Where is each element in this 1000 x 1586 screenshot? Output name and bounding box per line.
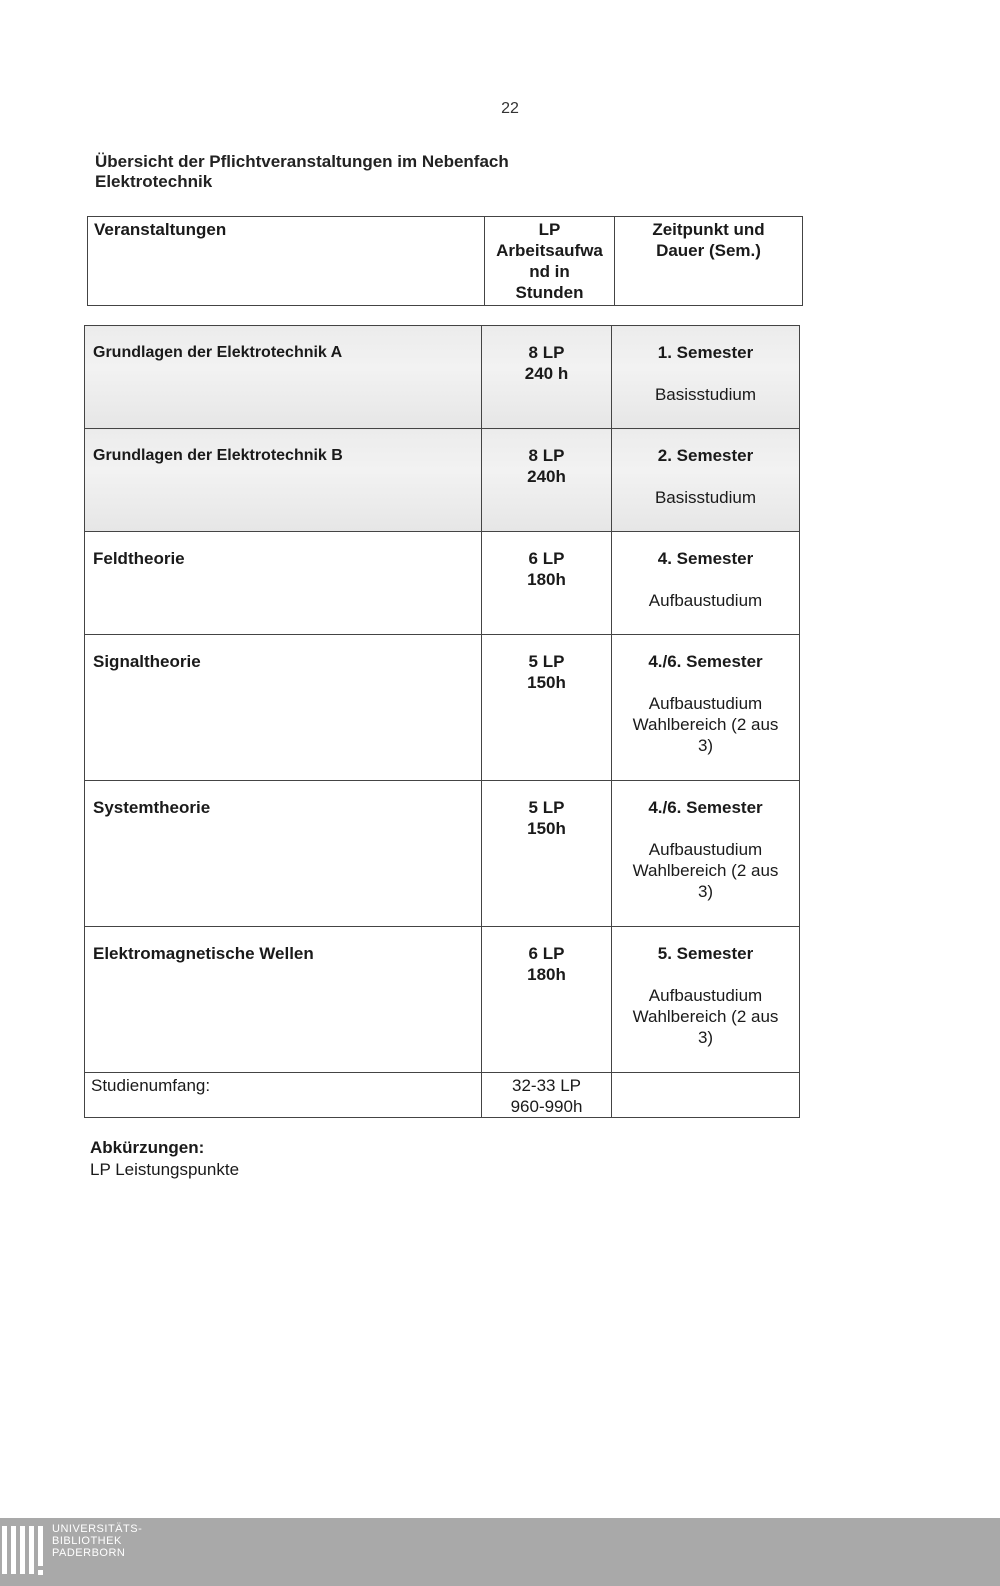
library-name bbox=[52, 1523, 142, 1559]
header-timing-line-2: Dauer (Sem.) bbox=[656, 241, 761, 260]
abbreviation-entry: LP Leistungspunkte bbox=[90, 1160, 240, 1179]
course-hours: 240h bbox=[527, 467, 566, 486]
course-name: Feldtheorie bbox=[85, 532, 482, 635]
course-semester bbox=[612, 781, 800, 927]
study-phase: Aufbaustudium bbox=[648, 591, 763, 610]
library-name-line-2: BIBLIOTHEK bbox=[52, 1535, 122, 1547]
course-name: Grundlagen der Elektrotechnik A bbox=[85, 326, 482, 429]
header-lp-line-2: Arbeitsaufwa bbox=[496, 241, 603, 260]
course-lp bbox=[482, 429, 612, 532]
total-lp bbox=[482, 1073, 612, 1118]
course-name: Signaltheorie bbox=[85, 635, 482, 781]
header-courses: Veranstaltungen bbox=[88, 217, 485, 306]
course-credits: 6 LP bbox=[528, 549, 565, 568]
header-lp-line-1: LP bbox=[538, 220, 561, 239]
library-logo-icon bbox=[0, 1526, 48, 1578]
abbreviations-title: Abkürzungen: bbox=[90, 1138, 205, 1157]
semester-label: 4./6. Semester bbox=[648, 798, 763, 817]
course-lp bbox=[482, 326, 612, 429]
course-credits: 8 LP bbox=[528, 446, 565, 465]
course-hours: 150h bbox=[527, 819, 566, 838]
page-number: 22 bbox=[501, 100, 519, 117]
course-name: Elektromagnetische Wellen bbox=[85, 927, 482, 1073]
course-lp bbox=[482, 532, 612, 635]
library-footer bbox=[0, 1518, 1000, 1586]
course-name: Systemtheorie bbox=[85, 781, 482, 927]
course-hours: 180h bbox=[527, 965, 566, 984]
semester-label: 4./6. Semester bbox=[648, 652, 763, 671]
total-hours: 960-990h bbox=[510, 1097, 583, 1116]
document-title bbox=[95, 152, 695, 192]
total-row bbox=[85, 1073, 800, 1118]
course-lp bbox=[482, 781, 612, 927]
elective-note-end: 3) bbox=[697, 1028, 714, 1047]
course-credits: 5 LP bbox=[528, 652, 565, 671]
course-lp bbox=[482, 927, 612, 1073]
course-semester bbox=[612, 635, 800, 781]
study-phase: Aufbaustudium bbox=[648, 840, 763, 859]
header-timing-line-1: Zeitpunkt und bbox=[652, 220, 765, 239]
study-phase: Basisstudium bbox=[654, 488, 757, 507]
header-timing bbox=[615, 217, 803, 306]
elective-note: Wahlbereich (2 aus bbox=[632, 715, 779, 734]
table-row bbox=[85, 781, 800, 927]
course-hours: 240 h bbox=[524, 364, 569, 383]
elective-note: Wahlbereich (2 aus bbox=[632, 861, 779, 880]
table-row bbox=[85, 532, 800, 635]
total-empty-cell bbox=[612, 1073, 800, 1118]
study-phase: Basisstudium bbox=[654, 385, 757, 404]
course-credits: 5 LP bbox=[528, 798, 565, 817]
library-name-line-1: UNIVERSITÄTS- bbox=[52, 1523, 143, 1535]
course-lp bbox=[482, 635, 612, 781]
semester-label: 5. Semester bbox=[657, 944, 754, 963]
course-credits: 6 LP bbox=[528, 944, 565, 963]
course-name: Grundlagen der Elektrotechnik B bbox=[85, 429, 482, 532]
abbreviations bbox=[90, 1137, 490, 1181]
course-semester bbox=[612, 927, 800, 1073]
course-hours: 180h bbox=[527, 570, 566, 589]
elective-note-end: 3) bbox=[697, 736, 714, 755]
header-lp-line-4: Stunden bbox=[515, 283, 584, 302]
total-credits: 32-33 LP bbox=[512, 1076, 581, 1095]
header-lp bbox=[485, 217, 615, 306]
course-semester bbox=[612, 326, 800, 429]
course-semester bbox=[612, 429, 800, 532]
semester-label: 2. Semester bbox=[657, 446, 754, 465]
course-semester bbox=[612, 532, 800, 635]
semester-label: 4. Semester bbox=[657, 549, 754, 568]
course-table bbox=[84, 325, 800, 1118]
table-header bbox=[87, 216, 803, 306]
course-credits: 8 LP bbox=[528, 343, 565, 362]
library-name-line-3: PADERBORN bbox=[52, 1547, 126, 1559]
elective-note-end: 3) bbox=[697, 882, 714, 901]
table-row bbox=[85, 429, 800, 532]
elective-note: Wahlbereich (2 aus bbox=[632, 1007, 779, 1026]
study-phase: Aufbaustudium bbox=[648, 694, 763, 713]
course-hours: 150h bbox=[527, 673, 566, 692]
table-row bbox=[85, 927, 800, 1073]
title-line-2: Elektrotechnik bbox=[95, 172, 213, 191]
header-lp-line-3: nd in bbox=[529, 262, 570, 281]
total-label: Studienumfang: bbox=[85, 1073, 482, 1118]
title-line-1: Übersicht der Pflichtveranstaltungen im Nebenfach bbox=[95, 152, 509, 171]
semester-label: 1. Semester bbox=[657, 343, 754, 362]
table-row bbox=[85, 635, 800, 781]
table-row bbox=[85, 326, 800, 429]
study-phase: Aufbaustudium bbox=[648, 986, 763, 1005]
